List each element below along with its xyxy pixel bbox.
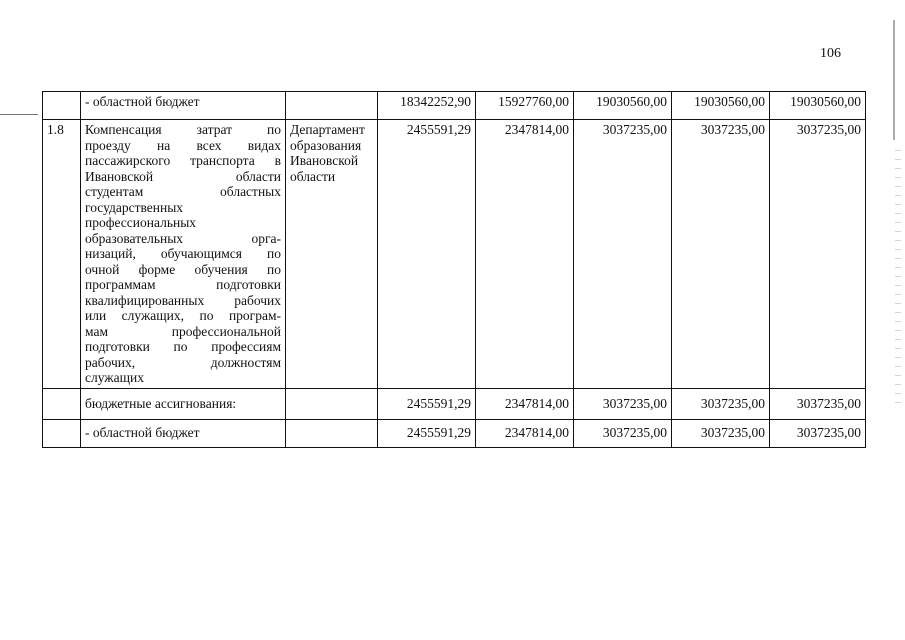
row-index-cell: 1.8 [43, 120, 81, 389]
name-line: служащих [85, 370, 144, 385]
executor-line: образования [290, 137, 362, 153]
value-cell: 3037235,00 [574, 388, 672, 419]
row-name-cell: - областной бюджет [81, 92, 286, 120]
name-line: проезду на всех видах [85, 137, 281, 153]
value-cell: 3037235,00 [574, 120, 672, 389]
value-cell: 3037235,00 [672, 419, 770, 447]
name-line: очной форме обучения по [85, 261, 281, 277]
name-line: образовательных орга- [85, 230, 281, 246]
name-line: профессиональных [85, 215, 197, 230]
executor-cell [286, 120, 378, 389]
row-index-cell [43, 92, 81, 120]
table-row [43, 92, 866, 120]
name-line: квалифицированных рабочих [85, 292, 281, 308]
row-name-cell: бюджетные ассигнования: [81, 388, 286, 419]
executor-cell [286, 388, 378, 419]
name-line: мам профессиональной [85, 323, 281, 339]
value-cell: 3037235,00 [574, 419, 672, 447]
value-cell: 15927760,00 [476, 92, 574, 120]
name-line: низаций, обучающимся по [85, 246, 281, 261]
value-cell: 2347814,00 [476, 419, 574, 447]
name-line: Компенсация затрат по [85, 122, 281, 137]
value-cell: 2347814,00 [476, 120, 574, 389]
table-row [43, 419, 866, 447]
name-line: пассажирского транспорта в [85, 153, 281, 168]
name-line: Ивановской области [85, 168, 281, 184]
table-row [43, 388, 866, 419]
executor-line: Департамент [290, 122, 365, 137]
value-cell: 2455591,29 [378, 419, 476, 447]
scan-edge-mark [895, 150, 901, 410]
name-line: студентам областных [85, 184, 281, 199]
value-cell: 2455591,29 [378, 120, 476, 389]
value-cell: 3037235,00 [672, 388, 770, 419]
value-cell: 18342252,90 [378, 92, 476, 120]
value-cell: 2455591,29 [378, 388, 476, 419]
scan-edge-mark [893, 20, 895, 140]
value-cell: 19030560,00 [574, 92, 672, 120]
row-index-cell [43, 419, 81, 447]
page-number: 106 [820, 46, 841, 61]
value-cell: 3037235,00 [770, 388, 866, 419]
name-line: государственных [85, 199, 184, 215]
row-index-cell [43, 388, 81, 419]
name-line: программам подготовки [85, 277, 281, 292]
table-row [43, 120, 866, 389]
row-name-cell: - областной бюджет [81, 419, 286, 447]
executor-line: области [290, 168, 336, 184]
scan-edge-mark [0, 114, 38, 115]
executor-cell [286, 92, 378, 120]
value-cell: 3037235,00 [770, 419, 866, 447]
value-cell: 2347814,00 [476, 388, 574, 419]
budget-table [42, 91, 866, 448]
executor-cell [286, 419, 378, 447]
name-line: рабочих, должностям [85, 354, 281, 370]
value-cell: 3037235,00 [770, 120, 866, 389]
value-cell: 19030560,00 [672, 92, 770, 120]
value-cell: 3037235,00 [672, 120, 770, 389]
value-cell: 19030560,00 [770, 92, 866, 120]
name-line: или служащих, по програм- [85, 308, 281, 323]
executor-line: Ивановской [290, 153, 359, 168]
row-name-cell [81, 120, 286, 389]
name-line: подготовки по профессиям [85, 339, 281, 354]
